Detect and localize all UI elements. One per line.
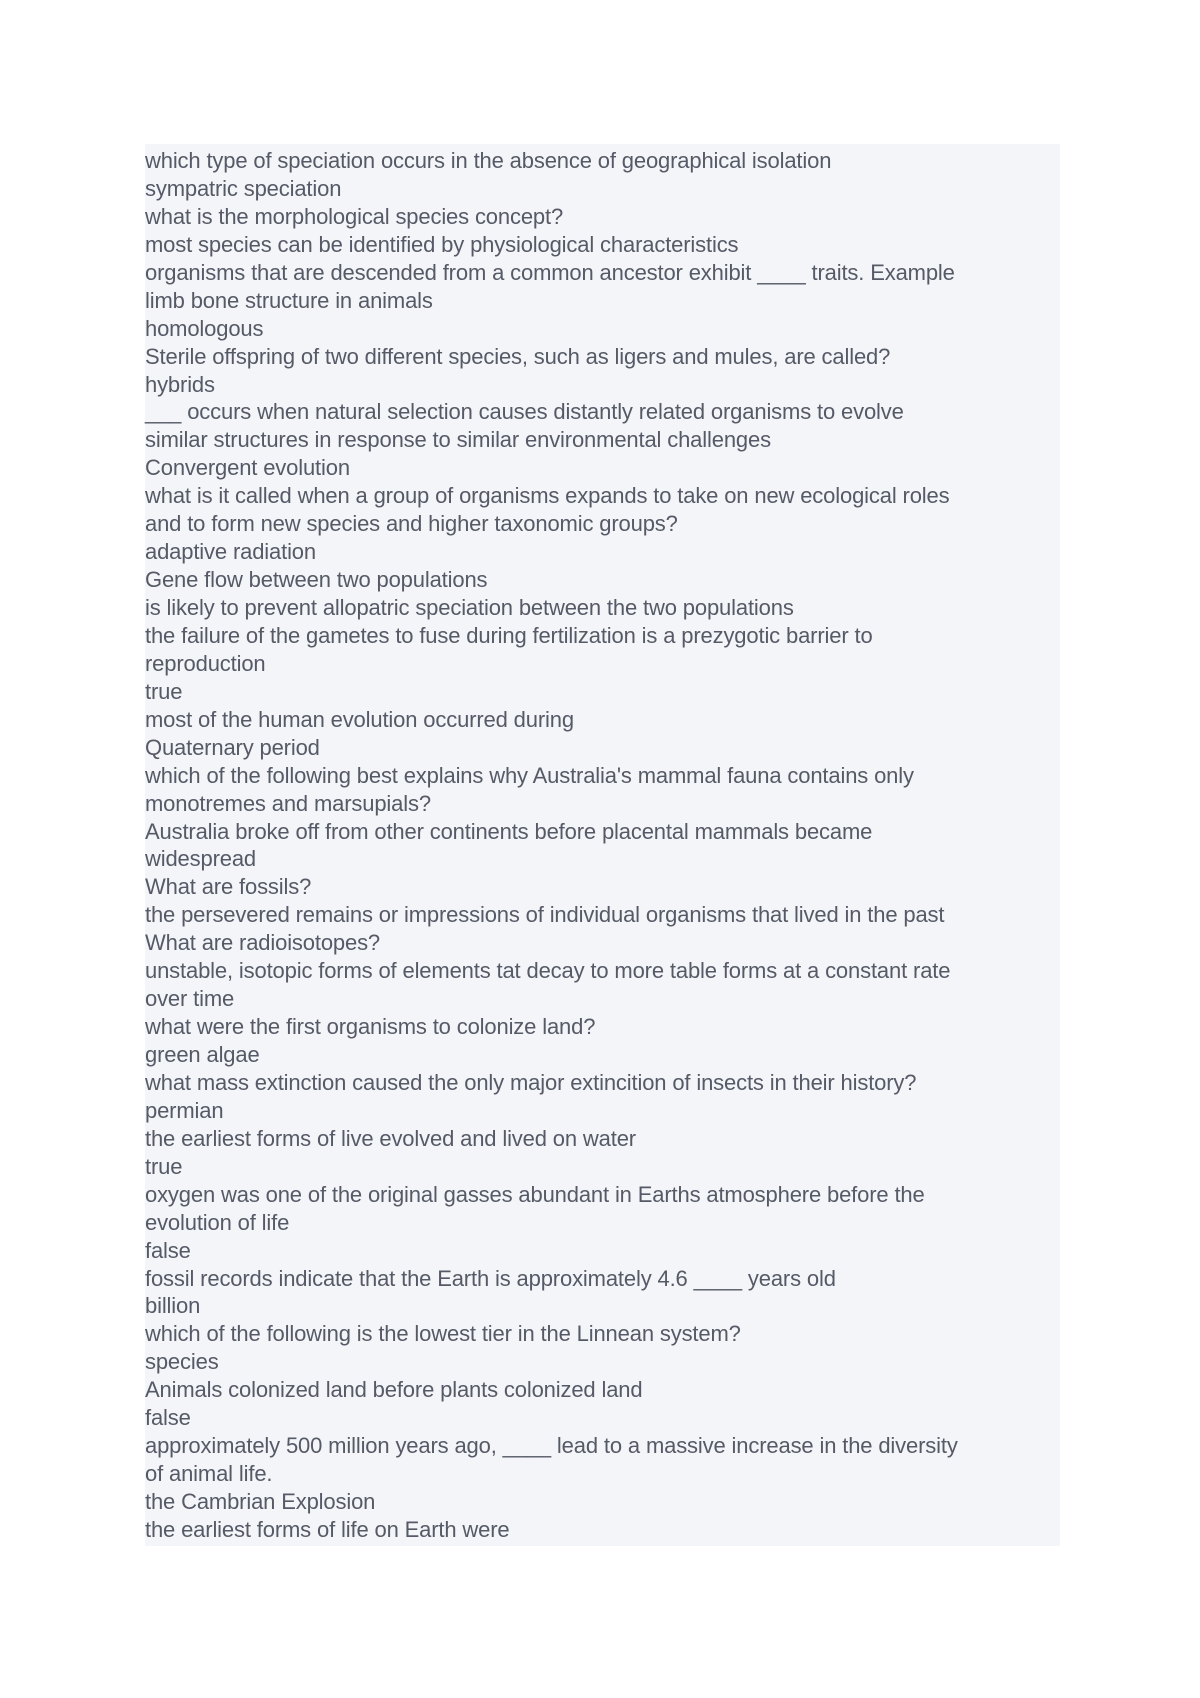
text-line: what mass extinction caused the only major extincition of insects in their history?	[145, 1069, 917, 1095]
text-line: what is it called when a group of organisms expands to take on new ecological roles	[145, 483, 950, 509]
text-line: false	[145, 1237, 191, 1263]
text-line: permian	[145, 1097, 224, 1123]
text-line: approximately 500 million years ago, ____ lead to a massive increase in the diversity	[145, 1433, 958, 1459]
text-line: hybrids	[145, 371, 215, 397]
text-line: What are radioisotopes?	[145, 930, 381, 956]
text-line: true	[145, 678, 183, 704]
text-line: what is the morphological species concept?	[145, 203, 564, 229]
text-line: most of the human evolution occurred during	[145, 706, 574, 732]
text-line: adaptive radiation	[145, 539, 316, 565]
text-line: what were the first organisms to colonize land?	[145, 1014, 596, 1040]
text-line: unstable, isotopic forms of elements tat decay to more table forms at a constant rate	[145, 958, 951, 984]
text-line: reproduction	[145, 650, 266, 676]
text-line: over time	[145, 986, 235, 1012]
text-line: which type of speciation occurs in the absence of geographical isolation	[145, 148, 832, 173]
text-line: which of the following best explains why Australia's mammal fauna contains only	[145, 762, 914, 788]
text-line: billion	[145, 1293, 201, 1319]
text-line: Convergent evolution	[145, 455, 350, 481]
text-line: is likely to prevent allopatric speciation between the two populations	[145, 595, 794, 620]
text-line: homologous	[145, 315, 264, 341]
text-line: the persevered remains or impressions of individual organisms that lived in the past	[145, 902, 945, 928]
text-line: most species can be identified by physiological characteristics	[145, 231, 739, 257]
text-line: species	[145, 1349, 219, 1375]
text-line: false	[145, 1405, 191, 1431]
text-line: limb bone structure in animals	[145, 287, 433, 313]
text-line: organisms that are descended from a common ancestor exhibit ____ traits. Example	[145, 259, 955, 285]
text-line: the Cambrian Explosion	[145, 1489, 376, 1514]
text-line: similar structures in response to similar environmental challenges	[145, 427, 771, 453]
text-line: Sterile offspring of two different species, such as ligers and mules, are called?	[145, 343, 891, 369]
text-line: the earliest forms of life on Earth were	[145, 1516, 510, 1542]
text-line: Gene flow between two populations	[145, 567, 488, 593]
text-line: What are fossils?	[145, 874, 312, 900]
text-line: evolution of life	[145, 1209, 290, 1235]
text-line: the earliest forms of live evolved and lived on water	[145, 1125, 636, 1151]
text-line: monotremes and marsupials?	[145, 790, 431, 816]
text-line: green algae	[145, 1042, 260, 1067]
text-line: oxygen was one of the original gasses abundant in Earths atmosphere before the	[145, 1181, 925, 1207]
text-line: the failure of the gametes to fuse during fertilization is a prezygotic barrier to	[145, 622, 873, 648]
text-line: Quaternary period	[145, 734, 320, 760]
text-line: Australia broke off from other continents before placental mammals became	[145, 818, 873, 844]
text-line: fossil records indicate that the Earth is approximately 4.6 ____ years old	[145, 1265, 836, 1291]
text-line: true	[145, 1153, 183, 1179]
text-line: of animal life.	[145, 1461, 273, 1487]
text-line: widespread	[145, 846, 257, 872]
document-text-block	[145, 144, 1060, 1546]
text-line: ___ occurs when natural selection causes distantly related organisms to evolve	[145, 399, 904, 425]
text-line: sympatric speciation	[145, 175, 342, 201]
text-line: Animals colonized land before plants colonized land	[145, 1377, 643, 1403]
text-line: which of the following is the lowest tier in the Linnean system?	[145, 1321, 741, 1347]
text-line: and to form new species and higher taxonomic groups?	[145, 511, 678, 537]
